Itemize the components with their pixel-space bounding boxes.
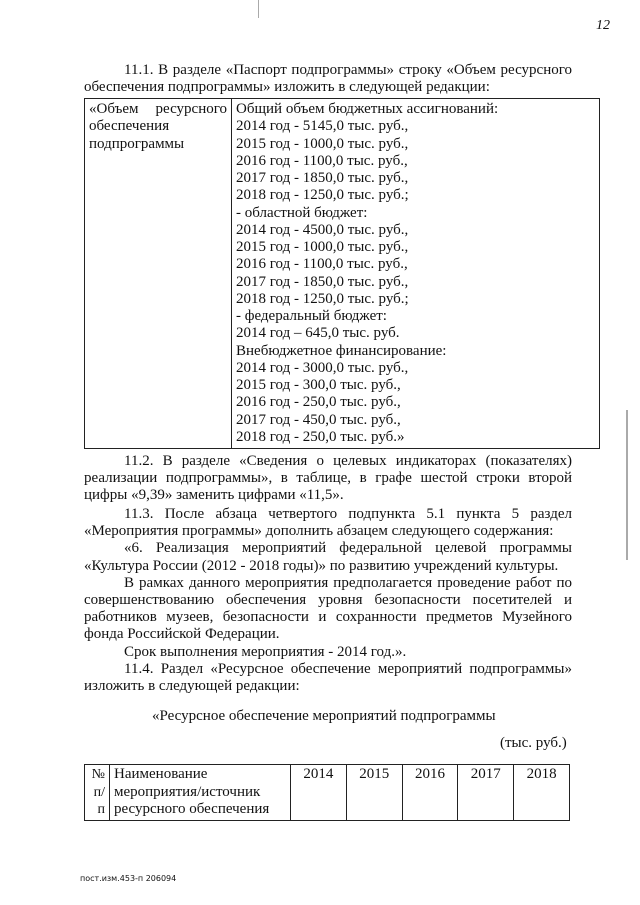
cell-line: 2016 год - 1100,0 тыс. руб., [236,256,408,273]
cell-line: «Объем ресурсного [89,101,227,117]
cell-line: 2018 год - 250,0 тыс. руб.» [236,428,405,445]
scan-edge-mark [258,0,259,18]
resource-heading: «Ресурсное обеспечение мероприятий подпрограммы [152,708,496,724]
cell-line: 2017 год - 450,0 тыс. руб., [236,411,401,428]
passport-label-cell [85,99,232,449]
text-line: реализации подпрограммы», в таблице, в графе шестой строки второй [84,470,572,487]
cell-line: - федеральный бюджет: [236,308,387,324]
header-name [110,765,291,821]
cell-line: - областной бюджет: [236,204,368,221]
cell-line: 2015 год - 1000,0 тыс. руб., [236,135,409,152]
text-line: В рамках данного мероприятия предполагается проведение работ по [124,574,572,591]
scan-edge-mark [626,410,628,560]
section-11-1-intro [84,62,572,96]
header-num [85,765,110,821]
cell-line: ресурсного обеспечения [114,801,270,817]
cell-line: 2015 год - 300,0 тыс. руб., [236,377,401,393]
footer-code: пост.изм.453-п 206094 [80,874,177,883]
cell-line: Общий объем бюджетных ассигнований: [236,101,499,117]
cell-line: № [91,767,105,782]
header-year: 2018 [514,765,570,821]
cell-line: п/п [93,784,105,817]
cell-line: 2014 год - 5145,0 тыс. руб., [236,118,409,135]
passport-table [84,98,600,449]
cell-line: 2018 год - 1250,0 тыс. руб.; [236,187,409,204]
text-line: 11.3. После абзаца четвертого подпункта 5.1 пункта 5 раздел [124,506,572,522]
table-row [85,99,600,449]
section-11-4 [84,661,572,695]
cell-line: 2016 год - 250,0 тыс. руб., [236,394,401,411]
resource-table [84,764,570,821]
cell-line: 2014 год – 645,0 тыс. руб. [236,325,400,342]
cell-line: обеспечения [89,118,170,135]
section-11-2 [84,453,572,505]
page-number: 12 [596,18,610,33]
cell-line: 2017 год - 1850,0 тыс. руб., [236,170,409,186]
text-line: обеспечения подпрограммы» изложить в следующей редакции: [84,79,490,96]
text-line: «Мероприятия программы» дополнить абзацем следующего содержания: [84,523,554,540]
text-line: цифры «9,39» заменить цифрами «11,5». [84,487,344,504]
text-line: «Культура России (2012 - 2018 годы)» по развитию учреждений культуры. [84,557,559,574]
text-line: «6. Реализация мероприятий федеральной целевой программы [124,540,572,557]
header-year: 2017 [458,765,514,821]
header-year: 2014 [291,765,347,821]
cell-line: Внебюджетное финансирование: [236,342,447,359]
cell-line: 2014 год - 4500,0 тыс. руб., [236,221,409,238]
header-year: 2016 [402,765,458,821]
text-line: 11.2. В разделе «Сведения о целевых индикаторах (показателях) [124,453,572,469]
text-line: совершенствованию обеспечения уровня безопасности посетителей и [84,592,572,609]
cell-line: мероприятия/источник [114,783,261,800]
table-header-row [85,765,570,821]
cell-line: 2015 год - 1000,0 тыс. руб., [236,239,409,255]
header-year: 2015 [346,765,402,821]
section-11-3 [84,506,572,661]
text-line: изложить в следующей редакции: [84,678,300,695]
text-line: 11.1. В разделе «Паспорт подпрограммы» строку «Объем ресурсного [124,62,572,78]
cell-line: подпрограммы [89,135,185,152]
text-line: работников музеев, безопасности и сохранности предметов Музейного [84,609,572,626]
cell-line: 2017 год - 1850,0 тыс. руб., [236,273,409,290]
passport-value-cell [232,99,600,449]
cell-line: 2016 год - 1100,0 тыс. руб., [236,152,408,169]
cell-line: 2018 год - 1250,0 тыс. руб.; [236,290,409,307]
text-line: фонда Российской Федерации. [84,626,280,643]
cell-line: Наименование [114,766,208,782]
units-label: (тыс. руб.) [500,735,567,751]
text-line: 11.4. Раздел «Ресурсное обеспечение мероприятий подпрограммы» [124,661,572,677]
text-line: Срок выполнения мероприятия - 2014 год.». [124,643,407,660]
cell-line: 2014 год - 3000,0 тыс. руб., [236,359,409,376]
